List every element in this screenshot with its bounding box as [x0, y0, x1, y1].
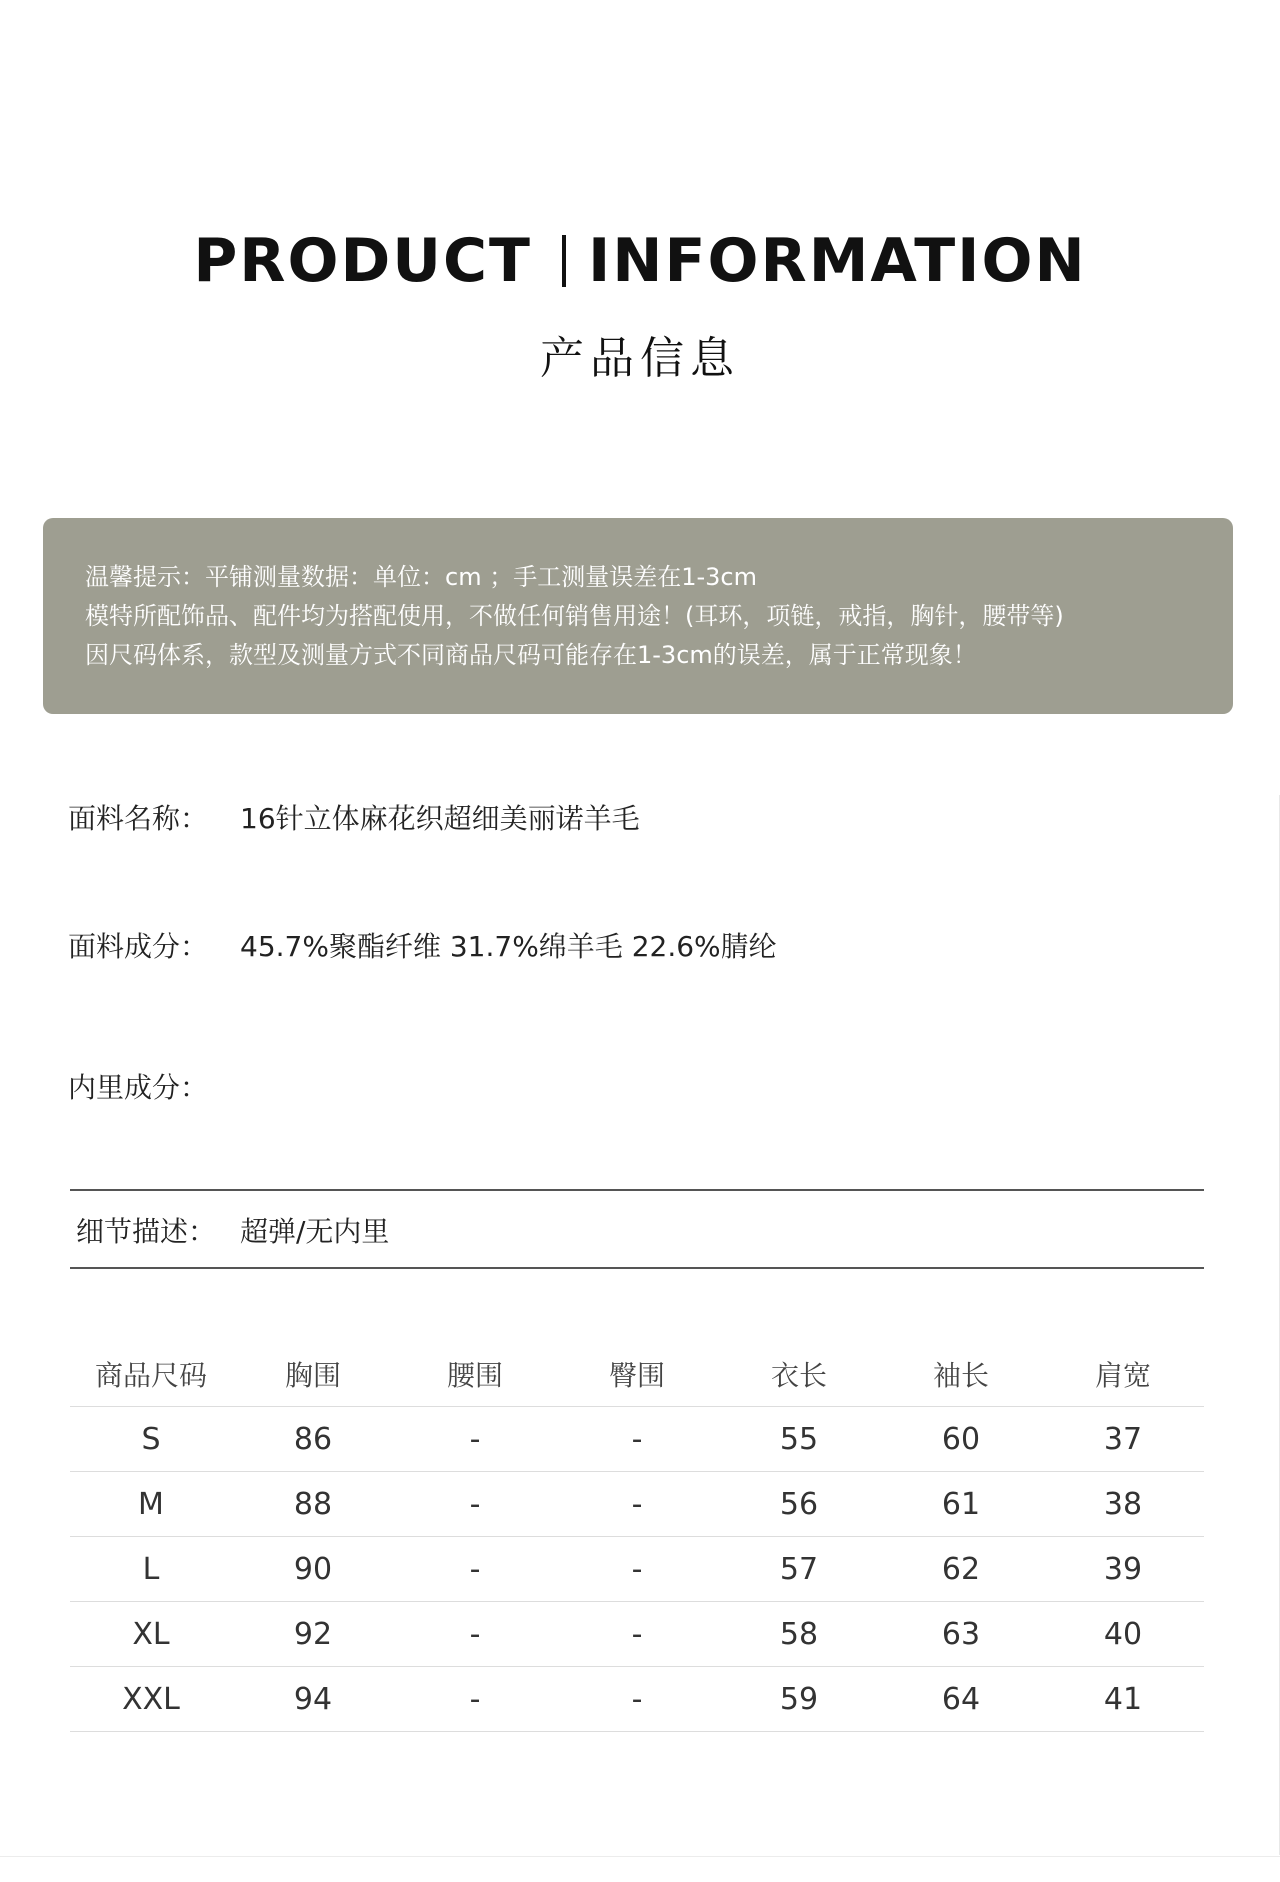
page-title	[0, 226, 1280, 296]
length-cell: 56	[718, 1472, 880, 1537]
table-row	[70, 1472, 1204, 1537]
waist-cell: -	[394, 1472, 556, 1537]
header-hip: 臀围	[608, 1359, 665, 1392]
header-length: 衣长	[770, 1359, 827, 1392]
length-cell: 55	[718, 1407, 880, 1472]
fabric-name-value: 16针立体麻花织超细美丽诺羊毛	[240, 802, 640, 835]
hip-cell: -	[556, 1537, 718, 1602]
title-separator	[562, 235, 566, 287]
table-row	[70, 1602, 1204, 1667]
lining-row	[68, 1066, 240, 1106]
waist-cell: -	[394, 1667, 556, 1732]
notice-line: 因尺码体系，款型及测量方式不同商品尺码可能存在1-3cm的误差，属于正常现象！	[85, 641, 977, 669]
shoulder-cell: 41	[1042, 1667, 1204, 1732]
sleeve-cell: 60	[880, 1407, 1042, 1472]
detail-value: 超弹/无内里	[240, 1215, 390, 1248]
waist-cell: -	[394, 1537, 556, 1602]
table-header-row	[70, 1342, 1204, 1407]
length-cell: 59	[718, 1667, 880, 1732]
size-table	[70, 1342, 1204, 1732]
size-cell: M	[70, 1472, 232, 1537]
hip-cell: -	[556, 1472, 718, 1537]
fabric-composition-value: 45.7%聚酯纤维 31.7%绵羊毛 22.6%腈纶	[240, 930, 777, 963]
table-row	[70, 1537, 1204, 1602]
header-chest: 胸围	[284, 1359, 341, 1392]
sleeve-cell: 64	[880, 1667, 1042, 1732]
chest-cell: 94	[232, 1667, 394, 1732]
hip-cell: -	[556, 1667, 718, 1732]
chest-cell: 86	[232, 1407, 394, 1472]
notice-line: 模特所配饰品、配件均为搭配使用，不做任何销售用途！(耳环，项链，戒指，胸针，腰带等)	[85, 602, 1064, 630]
sleeve-cell: 63	[880, 1602, 1042, 1667]
page-subtitle: 产品信息	[540, 333, 740, 384]
header-waist: 腰围	[446, 1359, 503, 1392]
chest-cell: 92	[232, 1602, 394, 1667]
header-size: 商品尺码	[94, 1359, 207, 1392]
bottom-edge-line	[0, 1856, 1280, 1857]
size-cell: XL	[70, 1602, 232, 1667]
chest-cell: 90	[232, 1537, 394, 1602]
shoulder-cell: 40	[1042, 1602, 1204, 1667]
hip-cell: -	[556, 1407, 718, 1472]
fabric-composition-row	[68, 925, 777, 965]
table-row	[70, 1407, 1204, 1472]
lining-label: 内里成分：	[68, 1071, 209, 1104]
shoulder-cell: 39	[1042, 1537, 1204, 1602]
shoulder-cell: 37	[1042, 1407, 1204, 1472]
notice-box	[43, 518, 1233, 714]
size-cell: XXL	[70, 1667, 232, 1732]
detail-label: 细节描述：	[76, 1215, 217, 1248]
waist-cell: -	[394, 1602, 556, 1667]
title-right: INFORMATION	[587, 226, 1087, 296]
size-cell: S	[70, 1407, 232, 1472]
header-shoulder: 肩宽	[1094, 1359, 1151, 1392]
sleeve-cell: 61	[880, 1472, 1042, 1537]
fabric-name-row	[68, 797, 640, 837]
length-cell: 57	[718, 1537, 880, 1602]
length-cell: 58	[718, 1602, 880, 1667]
fabric-composition-label: 面料成分：	[68, 930, 209, 963]
header-sleeve: 袖长	[932, 1359, 989, 1392]
title-left: PRODUCT	[193, 226, 532, 296]
size-cell: L	[70, 1537, 232, 1602]
waist-cell: -	[394, 1407, 556, 1472]
notice-line: 温馨提示：平铺测量数据：单位：cm ；手工测量误差在1-3cm	[85, 563, 757, 591]
chest-cell: 88	[232, 1472, 394, 1537]
divider-bottom	[70, 1267, 1204, 1269]
fabric-name-label: 面料名称：	[68, 802, 209, 835]
table-row	[70, 1667, 1204, 1732]
sleeve-cell: 62	[880, 1537, 1042, 1602]
hip-cell: -	[556, 1602, 718, 1667]
shoulder-cell: 38	[1042, 1472, 1204, 1537]
detail-row	[76, 1210, 389, 1250]
divider-top	[70, 1189, 1204, 1191]
